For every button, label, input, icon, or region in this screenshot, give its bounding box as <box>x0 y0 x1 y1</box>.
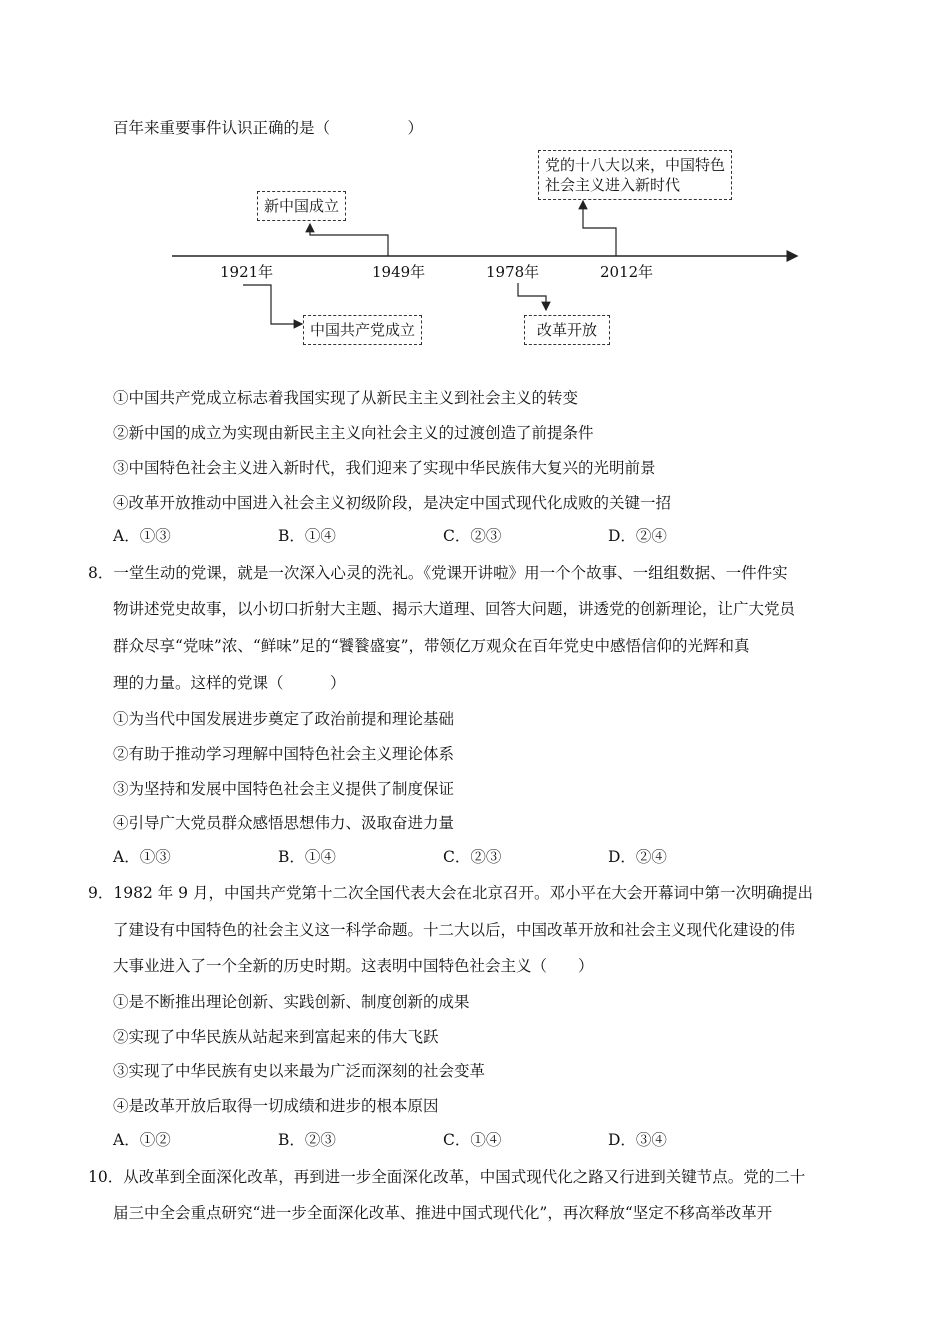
q7-statement-1: ①中国共产党成立标志着我国实现了从新民主主义到社会主义的转变 <box>113 389 579 407</box>
q7-options <box>113 526 773 546</box>
q10-stem-line-1: 10．从改革到全面深化改革，再到进一步全面深化改革，中国式现代化之路又行进到关键节点。党的二十 <box>88 1168 806 1186</box>
q8-statement-1: ①为当代中国发展进步奠定了政治前提和理论基础 <box>113 710 455 728</box>
q7-option-c[interactable]: C．②③ <box>443 527 502 545</box>
q7-statement-3: ③中国特色社会主义进入新时代，我们迎来了实现中华民族伟大复兴的光明前景 <box>113 459 656 477</box>
q10-stem-line-2: 届三中全会重点研究“进一步全面深化改革、推进中国式现代化”，再次释放“坚定不移高举改革开 <box>113 1204 773 1222</box>
q9-stem-line-3: 大事业进入了一个全新的历史时期。这表明中国特色社会主义（ ） <box>113 957 594 975</box>
connector-2012 <box>583 201 616 256</box>
q7-option-b[interactable]: B．①④ <box>278 527 336 545</box>
connector-1949 <box>310 224 388 256</box>
q8-stem-line-1: 8．一堂生动的党课，就是一次深入心灵的洗礼。《党课开讲啦》用一个个故事、一组组数据、一件件实 <box>88 564 788 582</box>
q9-stem-line-1: 9．1982 年 9 月，中国共产党第十二次全国代表大会在北京召开。邓小平在大会开幕词中第一次明确提出 <box>88 884 813 902</box>
q9-stem-line-2: 了建设有中国特色的社会主义这一科学命题。十二大以后，中国改革开放和社会主义现代化建设的伟 <box>113 921 796 939</box>
year-1978: 1978年 <box>486 263 540 281</box>
q8-stem-line-2: 物讲述党史故事，以小切口折射大主题、揭示大道理、回答大问题，讲透党的创新理论，让广大党员 <box>113 600 796 618</box>
event-2012-line1: 党的十八大以来，中国特色 <box>545 156 726 174</box>
q7-stem-tail: 百年来重要事件认识正确的是（ ） <box>113 119 424 137</box>
q8-statement-3: ③为坚持和发展中国特色社会主义提供了制度保证 <box>113 780 455 798</box>
q7-statement-4: ④改革开放推动中国进入社会主义初级阶段，是决定中国式现代化成败的关键一招 <box>113 494 672 512</box>
q8-option-d[interactable]: D．②④ <box>608 848 667 866</box>
q7-option-a[interactable]: A．①③ <box>113 527 171 545</box>
q8-option-a[interactable]: A．①③ <box>113 848 171 866</box>
q9-option-a[interactable]: A．①② <box>113 1131 171 1149</box>
event-2012-box <box>538 150 732 200</box>
connector-1921 <box>243 285 302 324</box>
q8-option-b[interactable]: B．①④ <box>278 848 336 866</box>
q9-statement-1: ①是不断推出理论创新、实践创新、制度创新的成果 <box>113 993 470 1011</box>
q9-statement-2: ②实现了中华民族从站起来到富起来的伟大飞跃 <box>113 1028 439 1046</box>
q7-option-d[interactable]: D．②④ <box>608 527 667 545</box>
q8-statement-2: ②有助于推动学习理解中国特色社会主义理论体系 <box>113 745 455 763</box>
q8-option-c[interactable]: C．②③ <box>443 848 502 866</box>
q7-statement-2: ②新中国的成立为实现由新民主主义向社会主义的过渡创造了前提条件 <box>113 424 594 442</box>
event-1978-box: 改革开放 <box>524 315 610 345</box>
event-1921-box: 中国共产党成立 <box>303 315 422 345</box>
event-2012-line2: 社会主义进入新时代 <box>545 176 681 194</box>
year-2012: 2012年 <box>600 263 654 281</box>
q9-option-b[interactable]: B．②③ <box>278 1131 336 1149</box>
timeline-diagram <box>0 0 950 360</box>
connector-1978 <box>518 283 546 310</box>
q9-statement-3: ③实现了中华民族有史以来最为广泛而深刻的社会变革 <box>113 1062 486 1080</box>
event-1949-box: 新中国成立 <box>257 191 346 221</box>
q8-statement-4: ④引导广大党员群众感悟思想伟力、汲取奋进力量 <box>113 814 455 832</box>
q9-option-d[interactable]: D．③④ <box>608 1131 667 1149</box>
year-1949: 1949年 <box>372 263 426 281</box>
q8-options <box>113 847 773 867</box>
q8-stem-line-3: 群众尽享“党味”浓、“鲜味”足的“饕餮盛宴”，带领亿万观众在百年党史中感悟信仰的光辉和真 <box>113 637 750 655</box>
q9-option-c[interactable]: C．①④ <box>443 1131 502 1149</box>
q9-options <box>113 1130 773 1150</box>
q8-stem-line-4: 理的力量。这样的党课（ ） <box>113 674 346 692</box>
year-1921: 1921年 <box>220 263 274 281</box>
q9-statement-4: ④是改革开放后取得一切成绩和进步的根本原因 <box>113 1097 439 1115</box>
